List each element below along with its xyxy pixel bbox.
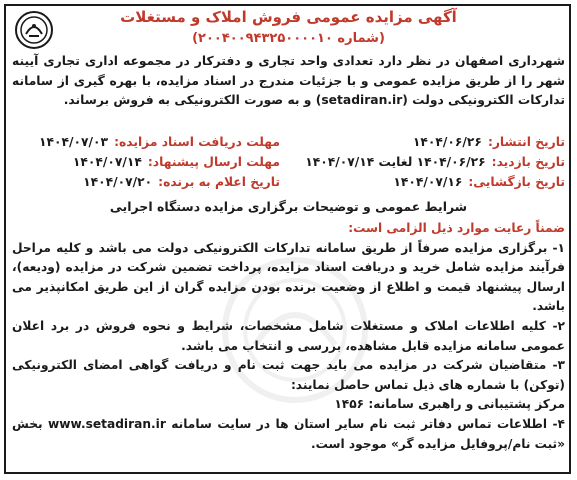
docs-deadline-value: ۱۴۰۴/۰۷/۰۳ — [39, 135, 109, 149]
publish-date-value: ۱۴۰۴/۰۶/۲۶ — [412, 135, 482, 149]
winner-date-value: ۱۴۰۴/۰۷/۲۰ — [83, 175, 153, 189]
dates-row-1 — [12, 132, 565, 152]
condition-item-1: ۱- برگزاری مزایده صرفاً از طریق سامانه تدارکات الکترونیکی دولت می باشد و کلیه مراحل فرآیند مزایده شامل خرید و دریافت اسناد مزایده، پرداخت تضمین شرکت در مزایده (ودیعه)، ارسال پیشنهاد قیمت و اطلاع از وضعیت برنده بودن مزایده گران از این طریق امکانپذیر می باشد. — [12, 240, 565, 314]
condition-item-4: ۴- اطلاعات تماس دفاتر ثبت نام سایر استان ها در سایت سامانه www.setadiran.ir بخش «ثبت نام/پروفایل مزایده گر» موجود است. — [12, 416, 565, 451]
docs-deadline-label: مهلت دریافت اسناد مزایده: — [114, 135, 280, 149]
docs-deadline — [12, 132, 280, 152]
conditions-heading: شرایط عمومی و توضیحات برگزاری مزایده دستگاه اجرایی — [109, 199, 468, 214]
winner-date-label: تاریخ اعلام به برنده: — [158, 175, 280, 189]
offer-deadline-value: ۱۴۰۴/۰۷/۱۴ — [72, 155, 142, 169]
dates-row-3 — [12, 172, 565, 192]
publish-date-label: تاریخ انتشار: — [487, 135, 565, 149]
condition-item-2: ۲- کلیه اطلاعات املاک و مستغلات شامل مشخصات، شرایط و نحوه فروش در برد اعلان عمومی سامانه مزایده قابل مشاهده، بررسی و انتخاب می باشد. — [12, 318, 565, 353]
support-center: مرکز پشتیبانی و راهبری سامانه: ۱۴۵۶ — [334, 397, 565, 412]
opening-date-label: تاریخ بازگشایی: — [468, 175, 565, 189]
conditions-intro: ضمناً رعایت موارد ذیل الزامی است: — [348, 221, 565, 235]
opening-date-value: ۱۴۰۴/۰۷/۱۶ — [393, 175, 463, 189]
publish-date — [280, 132, 565, 152]
municipality-emblem-icon — [14, 10, 54, 50]
dates-block — [12, 132, 565, 192]
notice-number: (شماره ۲۰۰۴۰۰۹۴۳۲۵۰۰۰۰۱۰) — [192, 31, 385, 46]
notice-title: آگهی مزایده عمومی فروش املاک و مستغلات — [120, 8, 457, 26]
opening-date — [280, 172, 565, 192]
intro-paragraph: شهرداری اصفهان در نظر دارد تعدادی واحد تجاری و دفترکار در مجموعه اداری تجاری آیینه شهر را از طریق مزایده عمومی و با جزئیات مندرج در اسناد مزایده، با بهره گیری از سامانه تدارکات الکترونیکی دولت (setadiran.ir) و به صورت الکترونیکی به فروش برساند. — [12, 54, 565, 107]
condition-item-3: ۳- متقاضیان شرکت در مزایده می باید جهت ثبت نام و دریافت گواهی امضای الکترونیکی (توکن) با شماره های ذیل تماس حاصل نمایند: — [12, 358, 565, 392]
conditions-list — [12, 219, 565, 454]
dates-row-2 — [12, 152, 565, 172]
visit-date-label: تاریخ بازدید: — [491, 155, 565, 169]
visit-date-value: ۱۴۰۴/۰۶/۲۶ لغایت ۱۴۰۴/۰۷/۱۴ — [305, 155, 486, 169]
offer-deadline-label: مهلت ارسال پیشنهاد: — [147, 155, 280, 169]
winner-date — [12, 172, 280, 192]
offer-deadline — [12, 152, 280, 172]
visit-date — [280, 152, 565, 172]
